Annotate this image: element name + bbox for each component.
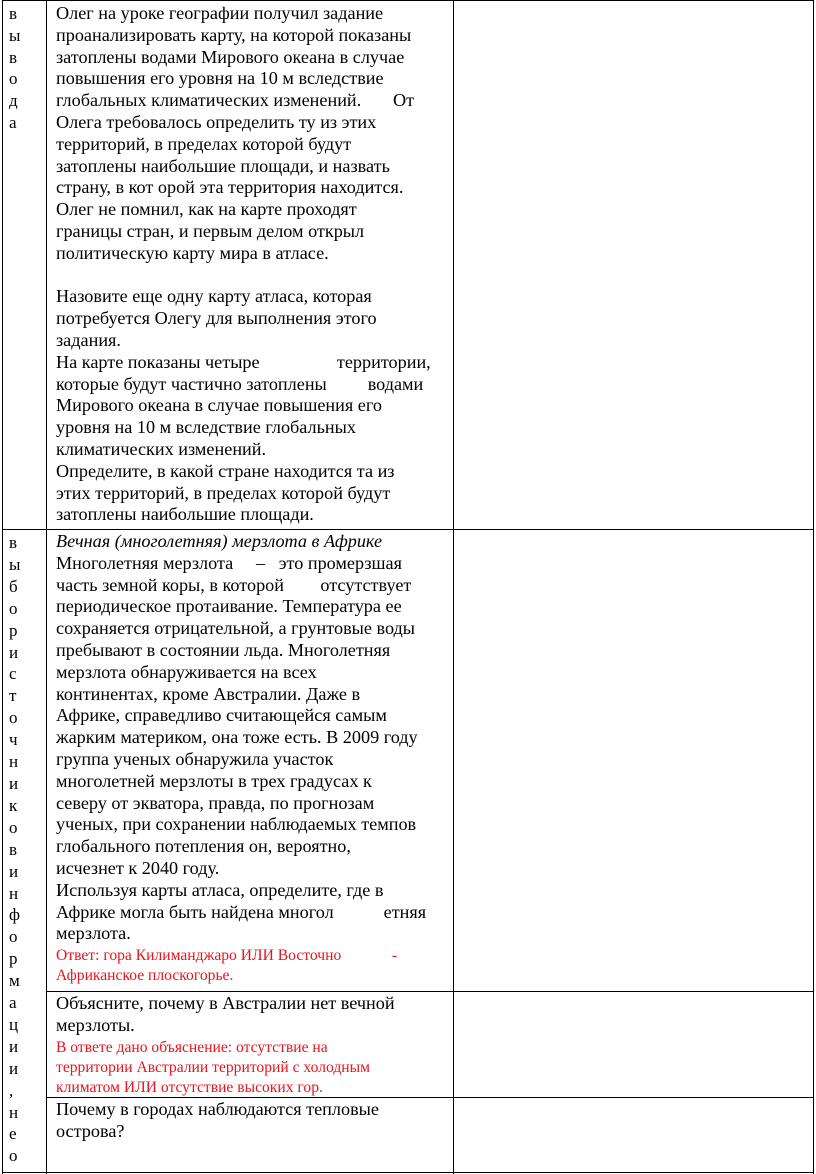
text-line: глобальных климатических изменений. От [56,90,415,111]
text-line: потребуется Олегу для выполнения этого [56,308,377,329]
answer-line: Ответ: гора Килиманджаро ИЛИ Восточно - [56,947,398,965]
row2-side-label [3,532,43,1167]
text-line: климатических изменений. [56,438,267,459]
text-line: исчезнет к 2040 году. [56,857,220,878]
text-line: затоплены водами Мирового океана в случае [56,46,405,67]
answer-line: климатом ИЛИ отсутствие высоких гор. [56,1078,323,1096]
side-letter: о [9,1146,18,1166]
text-line: Олег на уроке географии получил задание [56,3,384,23]
side-letter: в [9,47,18,67]
side-letter: в [9,4,18,23]
text-line: сохраняется отрицательной, а грунтовые воды [56,618,416,639]
side-letter: ц [9,1014,19,1034]
row-divider-2 [46,991,814,992]
side-letter: р [9,620,18,640]
text-line: повышения его уровня на 10 м вследствие [56,68,384,89]
side-letter: о [9,817,18,837]
text-line: Назовите еще одну карту атласа, которая [56,286,372,307]
text-line: Объясните, почему в Австралии нет вечной [56,993,395,1013]
answer-line: В ответе дано объяснение: отсутствие на [56,1038,328,1056]
section-title: Вечная (многолетняя) мерзлота в Африке [56,531,383,551]
side-letter: р [9,949,18,969]
text-line: Многолетняя мерзлота – это промерзшая [56,552,402,573]
text-line: Африке, справедливо считающейся самым [56,705,387,726]
side-letter: и [9,1036,19,1056]
side-letter: н [9,883,19,903]
side-letter: , [9,1080,14,1100]
text-line: Олега требовалось определить ту из этих [56,111,377,132]
side-letter: в [9,533,18,552]
side-letter: т [9,686,17,706]
text-line: группа ученых обнаружила участок [56,748,334,769]
text-line: Олег не помнил, как на карте проходят [56,199,357,220]
side-letter: в [9,839,18,859]
table-border-col2 [453,0,454,1174]
text-line: На карте показаны четыре территории, [56,351,431,372]
side-letter: д [9,91,18,111]
text-line: которые будут частично затоплены водами [56,373,424,394]
text-line: уровня на 10 м вследствие глобальных [56,417,356,438]
side-letter: с [9,664,17,684]
text-line: часть земной коры, в которой отсутствует [56,574,412,595]
text-line: мерзлоты. [56,1014,135,1035]
row2-task-text [56,531,448,986]
side-letter: ы [9,554,21,574]
row1-side-label [3,3,43,134]
row-divider-1 [2,529,814,530]
text-line: политическую карту мира в атласе. [56,242,329,263]
table-border-bottom [2,1172,814,1173]
text-line: этих территорий, в пределах которой будут [56,482,391,503]
table-border-right [813,0,814,1174]
text-line: глобального потепления он, вероятно, [56,836,351,857]
side-letter: о [9,708,18,728]
text-line: континентах, кроме Австралии. Даже в [56,683,361,704]
text-line: затоплены наибольшие площади, и назвать [56,155,390,176]
side-letter: ы [9,25,21,45]
side-letter: м [9,971,20,991]
text-line: границы стран, и первым делом открыл [56,220,365,241]
side-letter: к [9,795,18,815]
table-border-col1 [46,0,47,1174]
side-letter: е [9,1124,17,1144]
side-letter: н [9,1102,19,1122]
text-line: задания. [56,329,121,350]
text-line: пребывают в состоянии льда. Многолетняя [56,639,391,660]
side-letter: н [9,752,19,772]
text-line: ученых, при сохранении наблюдаемых темпов [56,814,417,835]
side-letter: и [9,773,19,793]
text-line: затоплены наибольшие площади. [56,504,314,525]
text-line: Почему в городах наблюдаются тепловые [56,1099,379,1119]
text-line: северу от экватора, правда, по прогнозам [56,792,375,813]
text-line: страну, в кот орой эта территория находится. [56,177,404,198]
text-line: проанализировать карту, на которой показаны [56,24,412,45]
side-letter: о [9,927,18,947]
side-letter: ф [9,905,21,925]
side-letter: и [9,642,19,662]
text-line: периодическое протаивание. Температура ее [56,596,402,617]
table-border-top [2,0,814,1]
side-letter: а [9,112,17,132]
answer-line: Африканское плоскогорье. [56,967,234,985]
side-letter: и [9,1058,19,1078]
side-letter: ч [9,730,18,750]
answer-line: территории Австралии территорий с холодным [56,1058,370,1076]
text-line: острова? [56,1120,125,1141]
row3-task-text [56,993,448,1098]
side-letter: и [9,861,19,881]
side-letter: б [9,576,18,596]
text-line: Мирового океана в случае повышения его [56,395,382,416]
text-line: мерзлота. [56,923,131,944]
text-line: территорий, в пределах которой будут [56,133,352,154]
side-letter: о [9,69,18,89]
row1-task-text [56,3,448,526]
side-letter: а [9,993,17,1013]
row4-task-text [56,1099,448,1143]
text-line: Используя карты атласа, определите, где в [56,879,384,900]
side-letter: о [9,598,18,618]
text-line: Африке могла быть найдена многол етняя [56,901,427,922]
text-line: Определите, в какой стране находится та из [56,460,395,481]
text-line: жарким материком, она тоже есть. В 2009 году [56,727,418,748]
text-line: многолетней мерзлоты в трех градусах к [56,770,372,791]
text-line: мерзлота обнаруживается на всех [56,661,317,682]
